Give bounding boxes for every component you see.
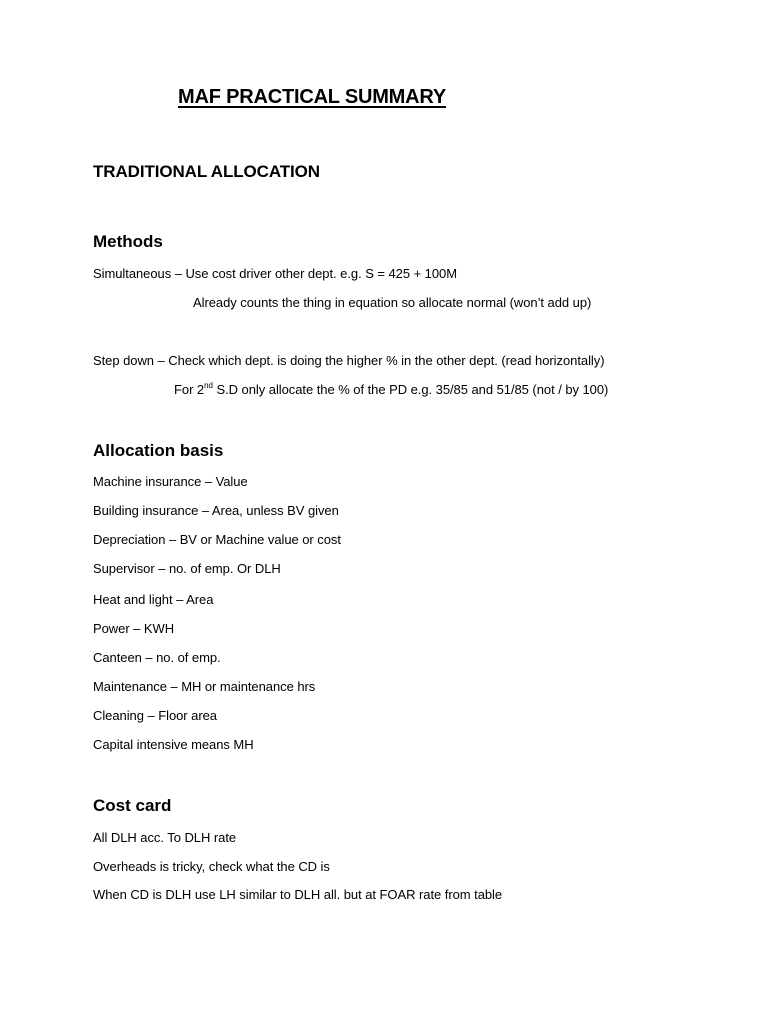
list-item: Maintenance – MH or maintenance hrs bbox=[93, 679, 316, 694]
section-title: TRADITIONAL ALLOCATION bbox=[93, 162, 320, 181]
step-down-line: Step down – Check which dept. is doing the higher % in the other dept. (read horizontally) bbox=[93, 353, 605, 368]
step-down-note-prefix: For 2 bbox=[174, 382, 205, 397]
list-item: Supervisor – no. of emp. Or DLH bbox=[93, 561, 281, 576]
document-title: MAF PRACTICAL SUMMARY bbox=[178, 86, 447, 108]
list-item: Cleaning – Floor area bbox=[93, 708, 217, 723]
cost-card-heading: Cost card bbox=[93, 796, 172, 815]
simultaneous-line: Simultaneous – Use cost driver other dept. e.g. S = 425 + 100M bbox=[93, 266, 457, 281]
list-item: Machine insurance – Value bbox=[93, 474, 248, 489]
list-item: Building insurance – Area, unless BV given bbox=[93, 503, 339, 518]
allocation-basis-heading: Allocation basis bbox=[93, 441, 224, 460]
step-down-note-superscript: nd bbox=[204, 381, 213, 390]
simultaneous-note: Already counts the thing in equation so allocate normal (won’t add up) bbox=[193, 295, 592, 310]
step-down-note bbox=[174, 382, 608, 397]
step-down-note-rest: S.D only allocate the % of the PD e.g. 35/85 and 51/85 (not / by 100) bbox=[212, 382, 609, 397]
list-item: All DLH acc. To DLH rate bbox=[93, 830, 237, 845]
list-item: Overheads is tricky, check what the CD is bbox=[93, 859, 330, 874]
list-item: Depreciation – BV or Machine value or cost bbox=[93, 532, 341, 547]
list-item: When CD is DLH use LH similar to DLH all. but at FOAR rate from table bbox=[93, 887, 503, 902]
list-item: Capital intensive means MH bbox=[93, 737, 254, 752]
list-item: Heat and light – Area bbox=[93, 592, 214, 607]
list-item: Canteen – no. of emp. bbox=[93, 650, 221, 665]
methods-heading: Methods bbox=[93, 232, 163, 251]
list-item: Power – KWH bbox=[93, 621, 175, 636]
